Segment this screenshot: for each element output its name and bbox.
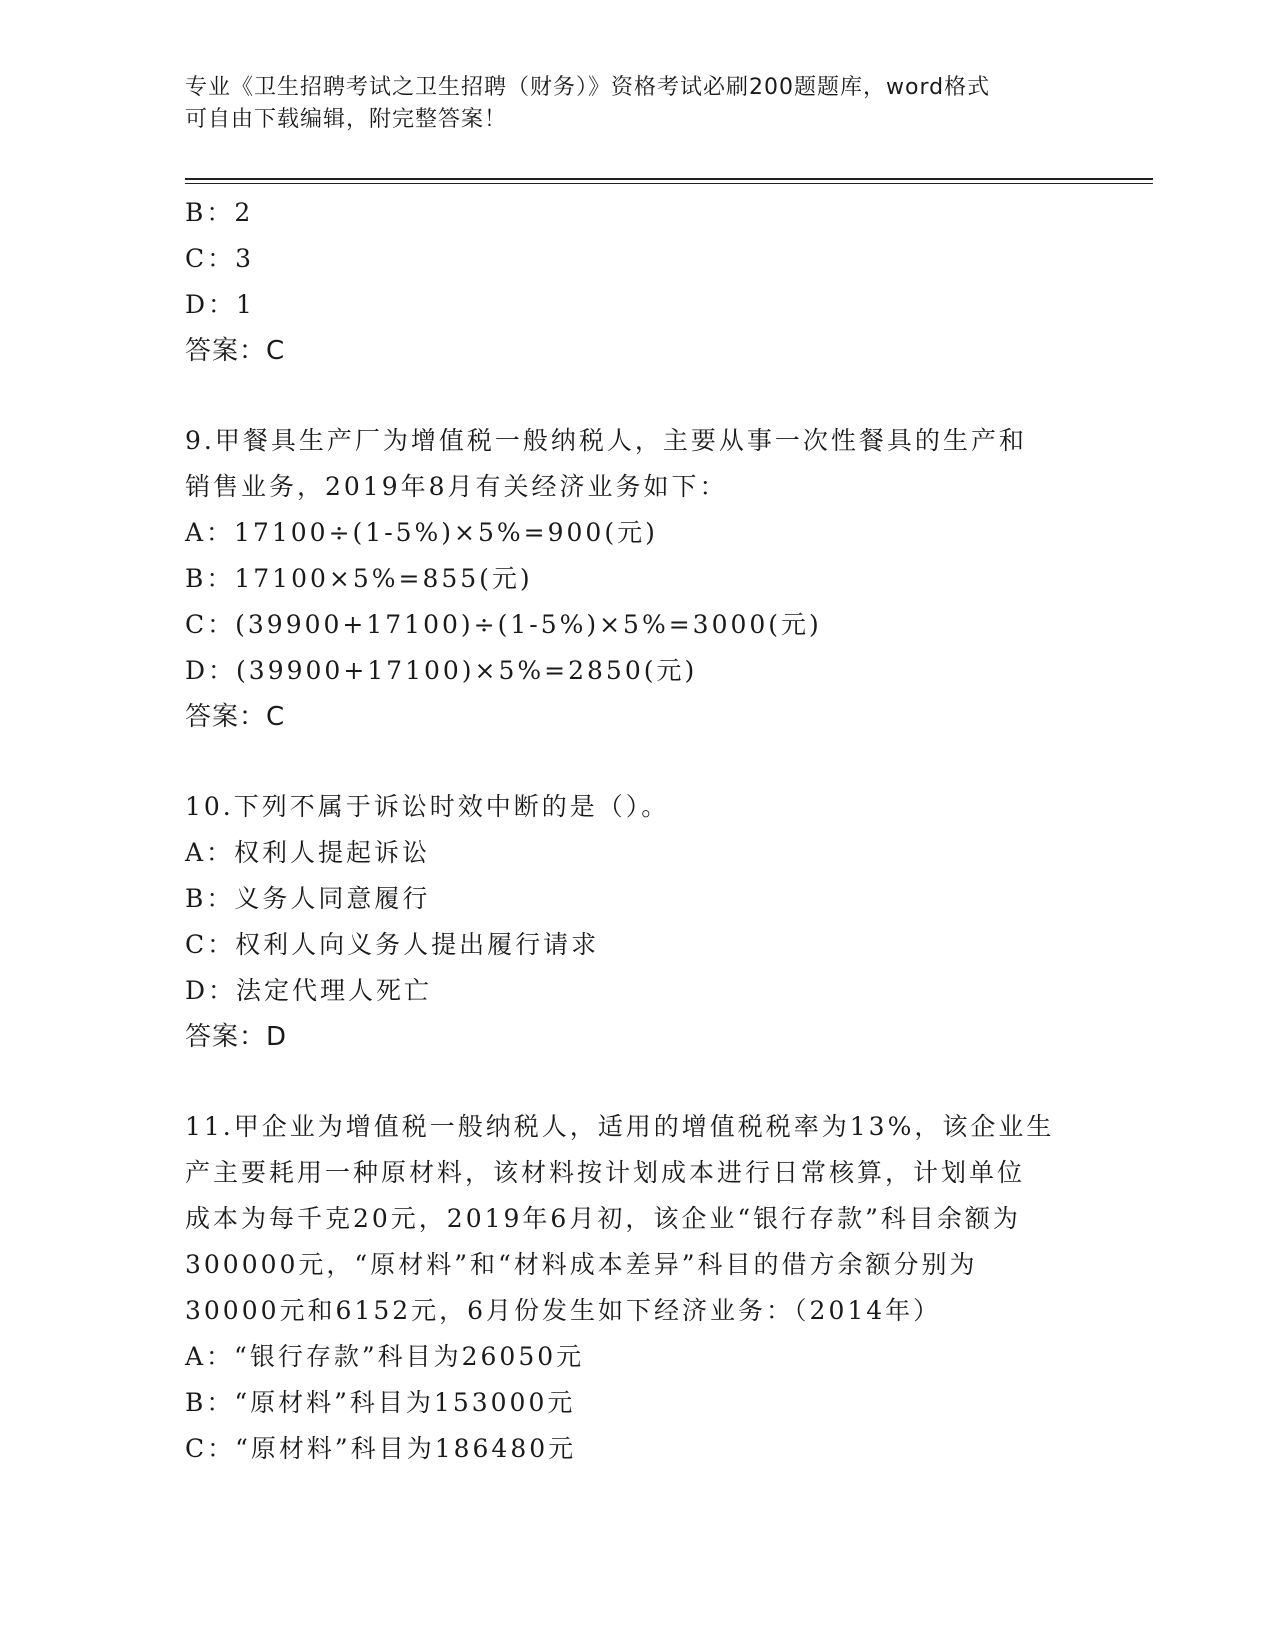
answer: 答案：C	[185, 336, 286, 366]
option-b: B：义务人同意履行	[185, 884, 431, 913]
question-8	[185, 190, 1085, 374]
question-stem-line: 11.甲企业为增值税一般纳税人，适用的增值税税率为13%，该企业生	[185, 1112, 1055, 1141]
question-9	[185, 418, 1085, 740]
header-line-2: 可自由下载编辑，附完整答案！	[185, 107, 508, 132]
option-d: D：法定代理人死亡	[185, 976, 433, 1005]
option-a: A：权利人提起诉讼	[185, 838, 431, 867]
option-c: C：权利人向义务人提出履行请求	[185, 930, 600, 959]
option-a: A：“银行存款”科目为26050元	[185, 1342, 585, 1371]
option-b: B：17100×5%=855(元)	[185, 564, 533, 593]
question-11	[185, 1104, 1085, 1472]
question-stem-line: 9.甲餐具生产厂为增值税一般纳税人，主要从事一次性餐具的生产和	[185, 426, 1027, 455]
option-d: D：1	[185, 290, 255, 319]
spacer	[185, 374, 1085, 418]
option-b: B：2	[185, 198, 254, 227]
spacer	[185, 740, 1085, 784]
option-c: C：“原材料”科目为186480元	[185, 1434, 577, 1463]
option-c: C：3	[185, 244, 255, 273]
document-header	[185, 72, 1085, 136]
question-stem-line: 成本为每千克20元，2019年6月初，该企业“银行存款”科目余额为	[185, 1204, 1021, 1233]
question-10	[185, 784, 1085, 1060]
header-line-1: 专业《卫生招聘考试之卫生招聘（财务）》资格考试必刷200题题库，word格式	[185, 75, 991, 100]
question-stem-line: 300000元，“原材料”和“材料成本差异”科目的借方余额分别为	[185, 1250, 978, 1279]
answer: 答案：C	[185, 702, 286, 732]
question-stem-line: 10.下列不属于诉讼时效中断的是（）。	[185, 792, 670, 821]
header-rule-thin	[185, 183, 1153, 184]
option-a: A：17100÷(1-5%)×5%=900(元)	[185, 518, 658, 547]
option-d: D：(39900+17100)×5%=2850(元)	[185, 656, 698, 685]
question-stem-line: 销售业务，2019年8月有关经济业务如下：	[185, 472, 728, 501]
option-b: B：“原材料”科目为153000元	[185, 1388, 576, 1417]
document-body	[185, 190, 1085, 1472]
option-c: C：(39900+17100)÷(1-5%)×5%=3000(元)	[185, 610, 822, 639]
question-stem-line: 产主要耗用一种原材料，该材料按计划成本进行日常核算，计划单位	[185, 1158, 1026, 1187]
question-stem-line: 30000元和6152元，6月份发生如下经济业务：（2014年）	[185, 1296, 942, 1325]
spacer	[185, 1060, 1085, 1104]
answer: 答案：D	[185, 1022, 288, 1052]
header-rule-thick	[185, 178, 1153, 180]
